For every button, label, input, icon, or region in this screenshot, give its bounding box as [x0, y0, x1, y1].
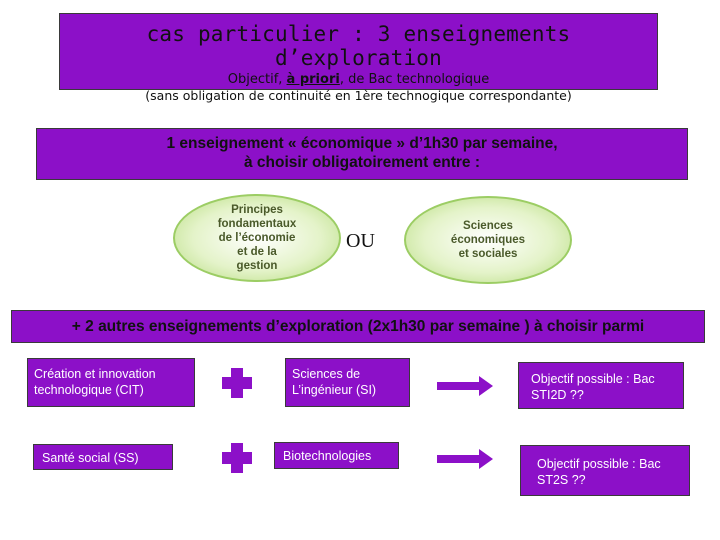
objective-sti2d: Objectif possible : Bac STI2D ?? [518, 362, 684, 409]
option-ses-line: économiques [450, 234, 526, 246]
option-pfeg-line: et de la [237, 246, 277, 258]
economic-line-1: 1 enseignement « économique » d’1h30 par semaine, [166, 135, 558, 152]
course-biotech: Biotechnologies [274, 442, 399, 469]
subtitle [60, 72, 657, 87]
main-title: cas particulier : 3 enseignements d’exploration [146, 22, 571, 70]
plus-icon [222, 368, 252, 398]
option-pfeg-line: gestion [236, 260, 278, 272]
arrow-right-icon [437, 376, 493, 396]
subtitle-suffix: , de Bac technologique [339, 72, 490, 87]
objective-st2s: Objectif possible : Bac ST2S ?? [520, 445, 690, 496]
economic-course-box [36, 128, 688, 180]
option-ses-line: Sciences [463, 220, 513, 232]
option-pfeg-line: de l’économie [218, 232, 296, 244]
course-cit: Création et innovation technologique (CIT) [27, 358, 195, 407]
subtitle-emphasis: à priori [286, 72, 340, 87]
subtitle-prefix: Objectif, [227, 72, 287, 87]
option-ses-line: et sociales [458, 248, 518, 260]
or-label: OU [346, 230, 375, 252]
option-pfeg [173, 194, 341, 282]
option-pfeg-line: Principes [231, 204, 283, 216]
course-ss: Santé social (SS) [33, 444, 173, 470]
plus-icon [222, 443, 252, 473]
economic-line-2: à choisir obligatoirement entre : [244, 154, 480, 171]
arrow-right-icon [437, 449, 493, 469]
other-courses-bar: + 2 autres enseignements d’exploration (2x1h30 par semaine ) à choisir parmi [11, 310, 705, 343]
option-ses [404, 196, 572, 284]
title-box [59, 13, 658, 103]
option-pfeg-line: fondamentaux [217, 218, 297, 230]
course-si: Sciences de L’ingénieur (SI) [285, 358, 410, 407]
subtitle-note: (sans obligation de continuité en 1ère technogique correspondante) [145, 88, 572, 103]
